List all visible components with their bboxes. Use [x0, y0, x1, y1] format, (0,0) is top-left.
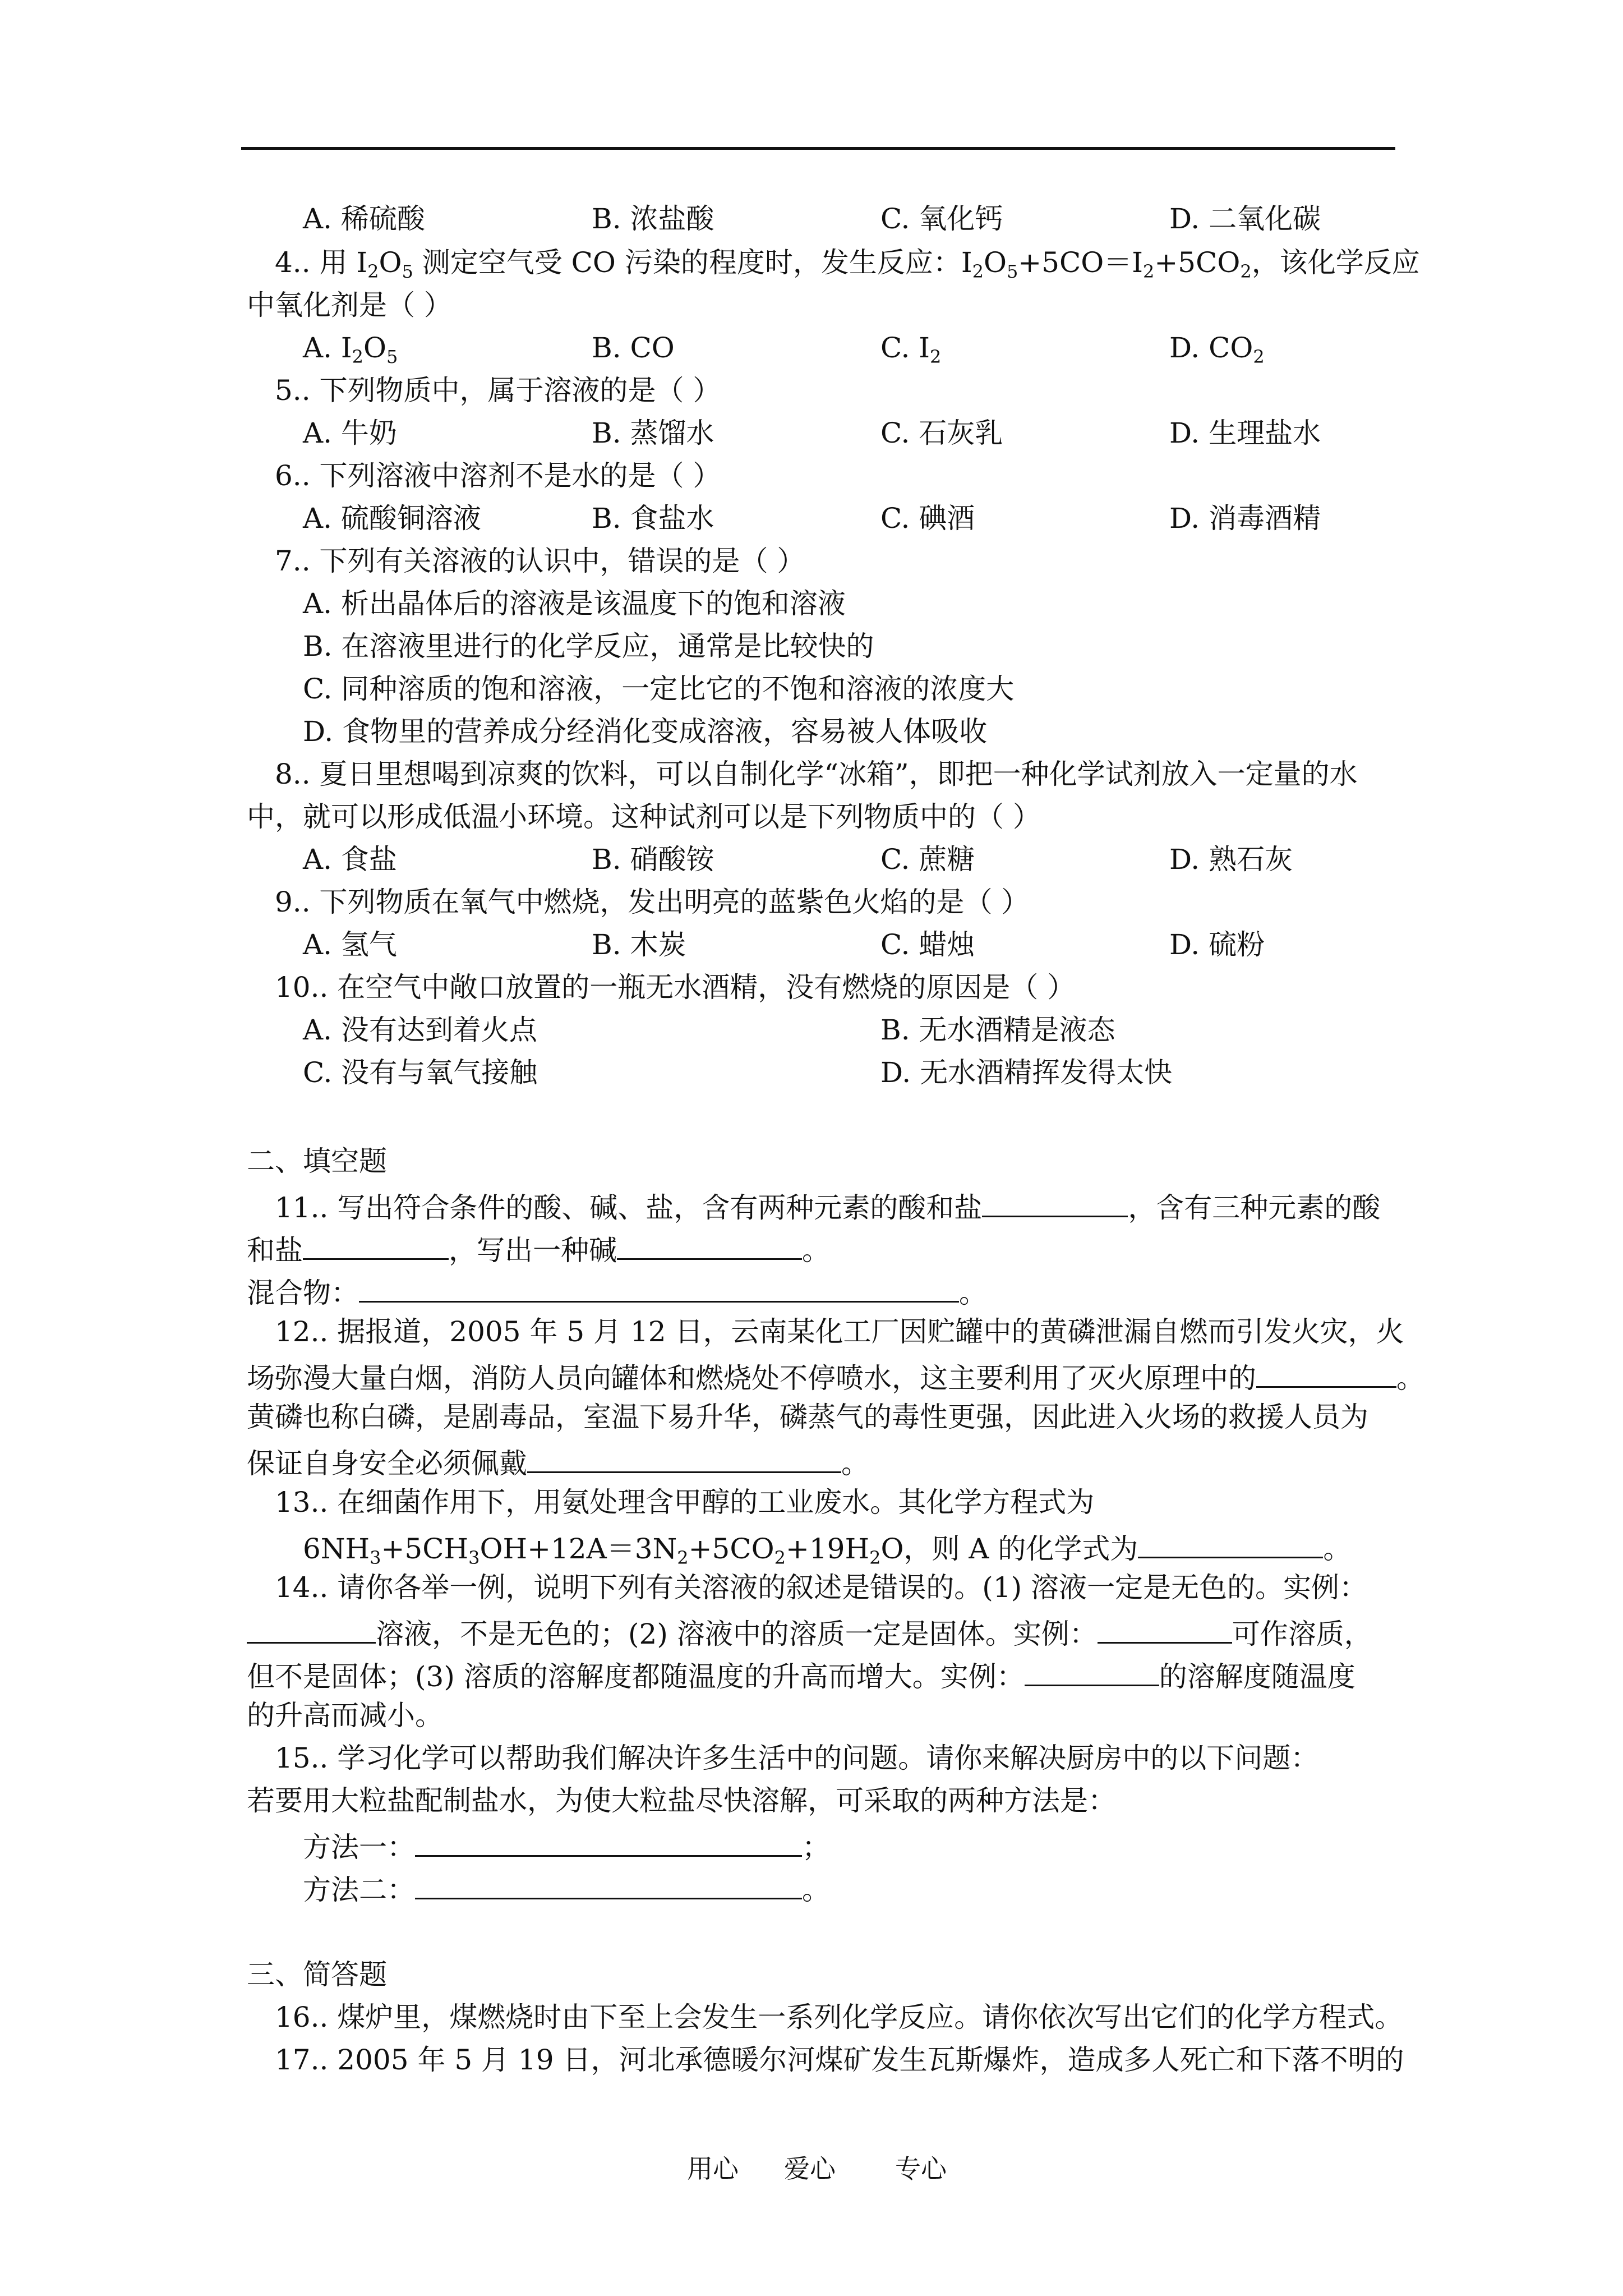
q10-option-b: B. 无水酒精是液态: [880, 1014, 1115, 1046]
q5-option-a: A. 牛奶: [303, 417, 397, 449]
question-13-line1: 13.. 在细菌作用下，用氨处理含甲醇的工业废水。其化学方程式为: [275, 1486, 1095, 1519]
question-10: 10.. 在空气中敞口放置的一瓶无水酒精，没有燃烧的原因是（ ）: [275, 971, 1076, 1004]
q11-blank-2[interactable]: [303, 1232, 449, 1260]
q10-option-a: A. 没有达到着火点: [303, 1014, 537, 1046]
q14-blank-1[interactable]: [247, 1616, 376, 1644]
q6-option-d: D. 消毒酒精: [1169, 502, 1321, 535]
question-12-line1: 12.. 据报道，2005 年 5 月 12 日，云南某化工厂因贮罐中的黄磷泄漏自燃而引发火灾，火: [275, 1315, 1404, 1348]
question-11-line3: 混合物： 。: [247, 1275, 987, 1307]
q10-option-d: D. 无水酒精挥发得太快: [880, 1056, 1173, 1089]
q11-blank-3[interactable]: [617, 1232, 802, 1260]
question-15-line2: 若要用大粒盐配制盐水，为使大粒盐尽快溶解，可采取的两种方法是：: [247, 1784, 1116, 1817]
question-8-line2: 中，就可以形成低温小环境。这种试剂可以是下列物质中的（ ）: [247, 800, 1041, 833]
question-8-line1: 8.. 夏日里想喝到凉爽的饮料，可以自制化学“冰箱”，即把一种化学试剂放入一定量的水: [275, 758, 1358, 790]
q12-blank-2[interactable]: [527, 1446, 841, 1473]
q7-option-a: A. 析出晶体后的溶液是该温度下的饱和溶液: [303, 587, 846, 620]
q8-option-c: C. 蔗糖: [880, 843, 975, 876]
q3-option-d: D. 二氧化碳: [1169, 203, 1321, 235]
q3-option-a: A. 稀硫酸: [303, 203, 425, 235]
q7-option-c: C. 同种溶质的饱和溶液，一定比它的不饱和溶液的浓度大: [303, 673, 1015, 705]
q6-option-c: C. 碘酒: [880, 502, 975, 535]
q9-option-b: B. 木炭: [592, 928, 686, 961]
q11-blank-1[interactable]: [982, 1190, 1128, 1217]
q15-blank-1[interactable]: [415, 1829, 802, 1857]
section-3-heading: 三、简答题: [247, 1958, 387, 1991]
q15-blank-2[interactable]: [415, 1872, 802, 1899]
question-7: 7.. 下列有关溶液的认识中，错误的是（ ）: [275, 545, 805, 577]
q8-option-d: D. 熟石灰: [1169, 843, 1293, 876]
question-15-method1: 方法一： ；: [303, 1829, 830, 1861]
q9-option-d: D. 硫粉: [1169, 928, 1265, 961]
q14-blank-3[interactable]: [1025, 1659, 1159, 1686]
question-11-line2: 和盐 ，写出一种碱 。: [247, 1232, 830, 1264]
q11-blank-4[interactable]: [359, 1275, 959, 1303]
question-14-line2: 溶液，不是无色的；(2) 溶液中的溶质一定是固体。实例： 可作溶质，: [247, 1616, 1372, 1648]
footer-word-3: 专心: [895, 2154, 947, 2184]
q12-blank-1[interactable]: [1256, 1360, 1396, 1388]
question-14-line4: 的升高而减小。: [247, 1699, 443, 1732]
q5-option-c: C. 石灰乳: [880, 417, 1003, 449]
q7-option-d: D. 食物里的营养成分经消化变成溶液，容易被人体吸收: [303, 715, 988, 748]
q5-option-d: D. 生理盐水: [1169, 417, 1321, 449]
question-4-line1: 4.. 用 $I_2O_5$ 测定空气受 CO 污染的程度时，发生反应：$I_2O_5+5CO=I_2+5CO_2$，该化学反应: [275, 246, 1420, 282]
question-15-line1: 15.. 学习化学可以帮助我们解决许多生活中的问题。请你来解决厨房中的以下问题：: [275, 1742, 1319, 1774]
q3-option-c: C. 氧化钙: [880, 203, 1003, 235]
q3-option-b: B. 浓盐酸: [592, 203, 714, 235]
question-17-line1: 17.. 2005 年 5 月 19 日，河北承德暖尔河煤矿发生瓦斯爆炸，造成多人死亡和下落不明的: [275, 2044, 1404, 2076]
q6-option-b: B. 食盐水: [592, 502, 714, 535]
question-9: 9.. 下列物质在氧气中燃烧，发出明亮的蓝紫色火焰的是（ ）: [275, 886, 1030, 918]
q5-option-b: B. 蒸馏水: [592, 417, 714, 449]
q14-blank-2[interactable]: [1098, 1616, 1232, 1644]
question-15-method2: 方法二： 。: [303, 1872, 830, 1904]
q9-option-c: C. 蜡烛: [880, 928, 975, 961]
q9-option-a: A. 氢气: [303, 928, 397, 961]
question-5: 5.. 下列物质中，属于溶液的是（ ）: [275, 374, 721, 407]
q8-option-b: B. 硝酸铵: [592, 843, 714, 876]
q4-option-d: D. $CO_2$: [1169, 332, 1265, 367]
q7-option-b: B. 在溶液里进行的化学反应，通常是比较快的: [303, 630, 874, 662]
q6-option-a: A. 硫酸铜溶液: [303, 502, 481, 535]
question-12-line2: 场弥漫大量白烟，消防人员向罐体和燃烧处不停喷水，这主要利用了灭火原理中的 。: [247, 1360, 1424, 1392]
q4-option-b: B. CO: [592, 332, 675, 364]
q4-option-c: C. $I_2$: [880, 332, 942, 367]
question-12-line3: 黄磷也称白磷，是剧毒品，室温下易升华，磷蒸气的毒性更强，因此进入火场的救援人员为: [247, 1401, 1368, 1433]
q8-option-a: A. 食盐: [303, 843, 397, 876]
question-13-formula: $6NH_3+5CH_3OH+12A=3N_2+5CO_2+19H_2O$，则 A 的化学式为 。: [303, 1531, 1351, 1563]
question-14-line1: 14.. 请你各举一例，说明下列有关溶液的叙述是错误的。(1) 溶液一定是无色的。实例：: [275, 1571, 1368, 1604]
q13-blank[interactable]: [1138, 1531, 1323, 1558]
question-12-line4: 保证自身安全必须佩戴 。: [247, 1446, 869, 1478]
question-16: 16.. 煤炉里，煤燃烧时由下至上会发生一系列化学反应。请你依次写出它们的化学方程式。: [275, 2001, 1403, 2033]
q10-option-c: C. 没有与氧气接触: [303, 1056, 538, 1089]
question-14-line3: 但不是固体；(3) 溶质的溶解度都随温度的升高而增大。实例： 的溶解度随温度: [247, 1659, 1355, 1691]
footer-word-1: 用心: [687, 2154, 739, 2184]
section-2-heading: 二、填空题: [247, 1145, 387, 1177]
question-11-line1: 11.. 写出符合条件的酸、碱、盐，含有两种元素的酸和盐 ，含有三种元素的酸: [275, 1190, 1380, 1222]
header-rule: [241, 147, 1395, 150]
question-4-line2: 中氧化剂是（ ）: [247, 289, 452, 321]
question-6: 6.. 下列溶液中溶剂不是水的是（ ）: [275, 459, 721, 492]
footer-word-2: 爱心: [784, 2154, 836, 2184]
q4-option-a: A. $I_2O_5$: [303, 332, 398, 367]
